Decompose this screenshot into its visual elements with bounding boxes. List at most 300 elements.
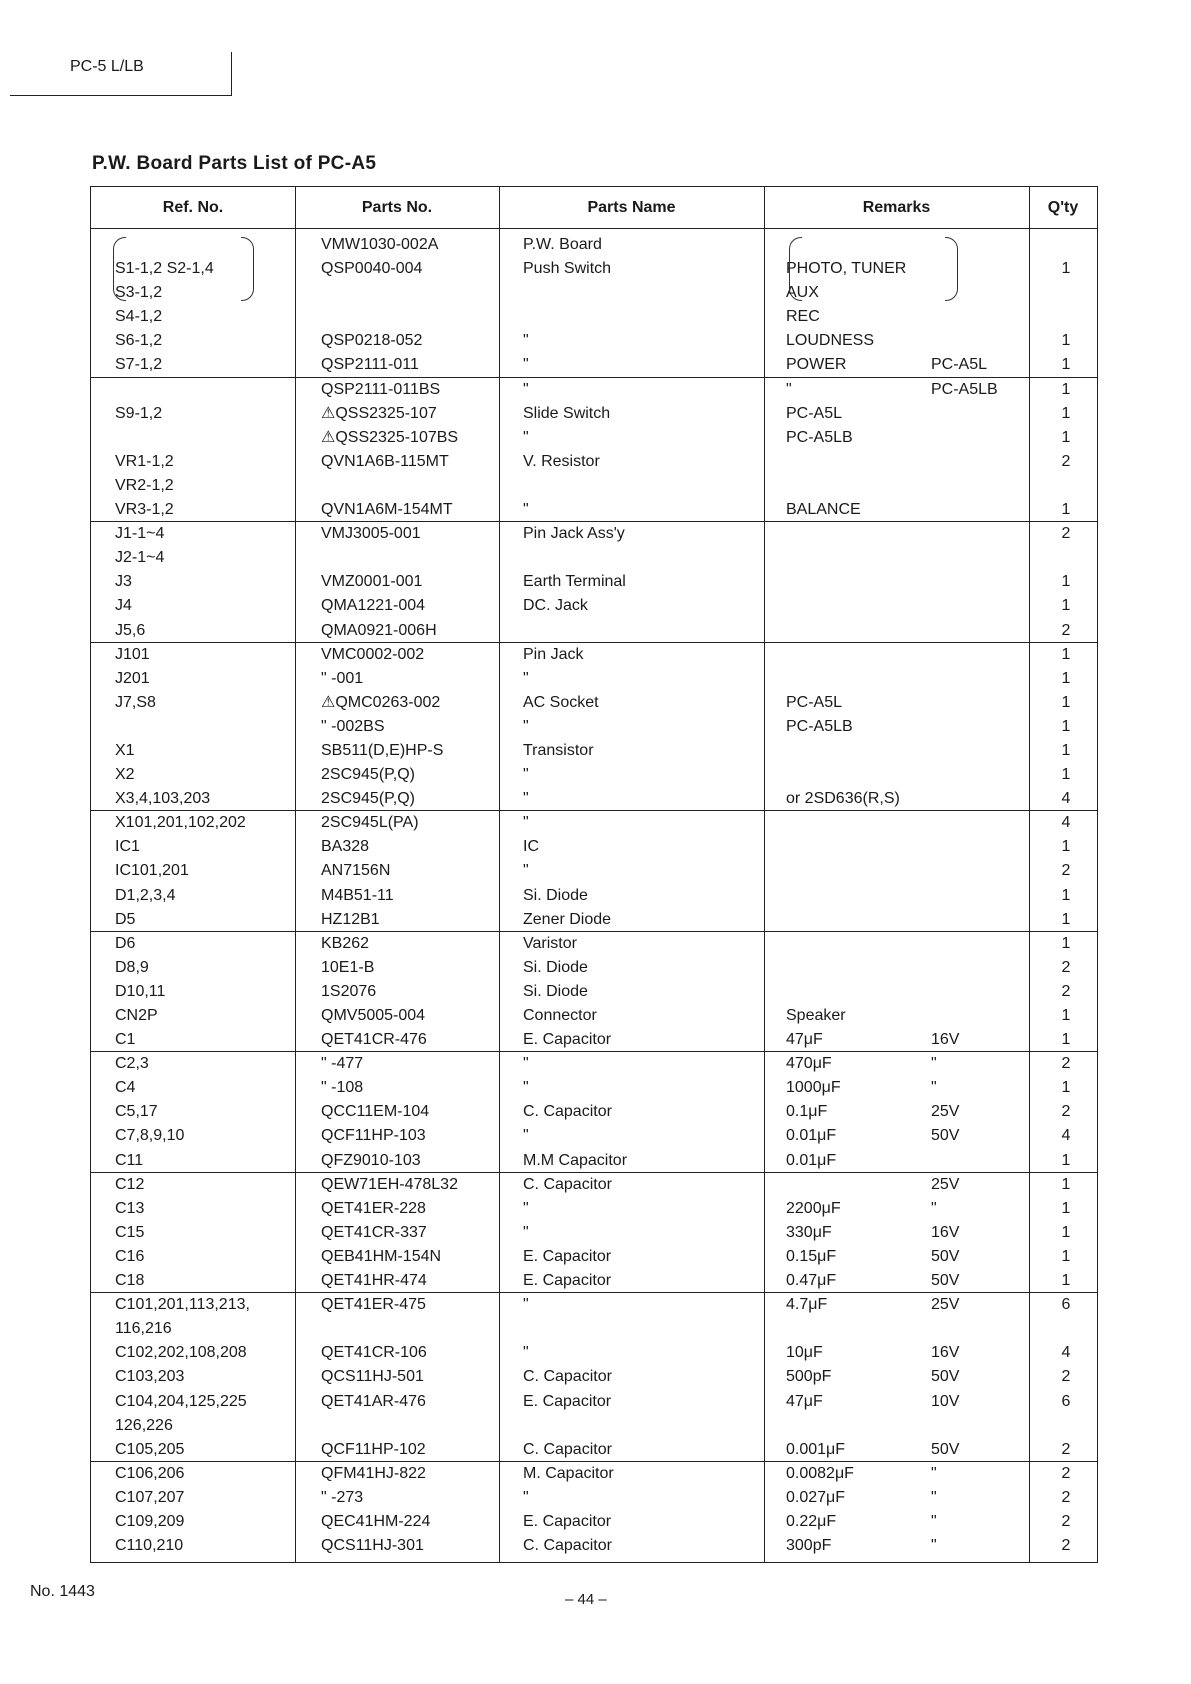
cell-ref-no: CN2P	[115, 1007, 158, 1024]
cell-ref-no: C15	[115, 1223, 145, 1241]
cell-qty: 2	[1061, 1488, 1071, 1506]
cell-parts-name: Pin Jack Ass'y	[523, 525, 625, 543]
table-row	[91, 570, 1097, 594]
cell-parts-name: "	[523, 814, 529, 832]
cell-remarks-extra: 25V	[931, 1103, 960, 1121]
cell-parts-name: M. Capacitor	[523, 1464, 614, 1482]
page-number: – 44 –	[565, 1591, 607, 1608]
cell-remarks-extra: 25V	[931, 1175, 960, 1193]
table-row	[91, 787, 1097, 811]
cell-remarks-extra: 16V	[931, 1344, 960, 1362]
cell-remarks: 0.0082μF	[786, 1464, 854, 1482]
cell-parts-no: " -108	[321, 1079, 364, 1097]
cell-parts-name: E. Capacitor	[523, 1247, 612, 1265]
cell-qty: 1	[1061, 1007, 1071, 1024]
table-body	[91, 233, 1097, 1558]
cell-parts-no: QET41AR-476	[321, 1392, 426, 1410]
cell-parts-name: "	[523, 669, 529, 687]
cell-parts-no: QET41CR-476	[321, 1031, 427, 1049]
cell-remarks: 0.22μF	[786, 1512, 837, 1530]
cell-remarks: POWER	[786, 356, 847, 374]
cell-parts-name: "	[523, 1199, 529, 1217]
cell-qty: 1	[1061, 1151, 1071, 1169]
cell-qty: 1	[1061, 501, 1071, 519]
table-row	[91, 691, 1097, 715]
table-row	[91, 1004, 1097, 1028]
cell-remarks-extra: 50V	[931, 1272, 960, 1290]
table-row	[91, 835, 1097, 859]
cell-parts-name: "	[523, 1127, 529, 1145]
cell-ref-no: IC101,201	[115, 862, 189, 880]
table-row	[91, 1414, 1097, 1438]
cell-parts-name: E. Capacitor	[523, 1031, 612, 1049]
table-row	[91, 353, 1097, 377]
cell-parts-no: QSP2111-011BS	[321, 380, 441, 398]
table-row	[91, 498, 1097, 522]
table-row	[91, 1486, 1097, 1510]
cell-ref-no: J201	[115, 669, 150, 687]
cell-remarks-extra: "	[931, 1488, 937, 1506]
table-row	[91, 1149, 1097, 1173]
cell-parts-no: VMZ0001-001	[321, 573, 423, 591]
cell-qty: 2	[1061, 1537, 1071, 1555]
cell-parts-no: QMV5005-004	[321, 1007, 426, 1024]
table-row	[91, 1390, 1097, 1414]
cell-remarks-extra: "	[931, 1512, 937, 1530]
cell-parts-name: "	[523, 1344, 529, 1362]
cell-ref-no: C16	[115, 1247, 145, 1265]
cell-qty: 1	[1061, 1272, 1071, 1290]
cell-qty: 1	[1061, 1031, 1071, 1049]
cell-ref-no: S6-1,2	[115, 332, 163, 350]
cell-remarks: 0.1μF	[786, 1103, 828, 1121]
row-group-separator	[91, 1461, 1097, 1462]
cell-remarks-extra: "	[931, 1537, 937, 1555]
table-row	[91, 522, 1097, 546]
cell-ref-no: D6	[115, 934, 136, 952]
cell-remarks: AUX	[786, 284, 819, 302]
table-row	[91, 1052, 1097, 1076]
parts-table	[90, 186, 1098, 1563]
cell-remarks: 10μF	[786, 1344, 823, 1362]
cell-parts-no: 2SC945(P,Q)	[321, 790, 415, 808]
cell-ref-no: D8,9	[115, 958, 149, 976]
table-row	[91, 1293, 1097, 1317]
cell-qty: 1	[1061, 717, 1071, 735]
cell-remarks: REC	[786, 308, 820, 326]
cell-remarks-extra: 10V	[931, 1392, 960, 1410]
cell-parts-no: QET41ER-228	[321, 1199, 426, 1217]
cell-qty: 1	[1061, 404, 1071, 422]
cell-qty: 1	[1061, 1223, 1071, 1241]
cell-ref-no: S3-1,2	[115, 284, 163, 302]
cell-parts-no: QCS11HJ-501	[321, 1368, 424, 1386]
table-row	[91, 763, 1097, 787]
cell-ref-no: 126,226	[115, 1416, 173, 1434]
cell-ref-no: C18	[115, 1272, 145, 1290]
cell-ref-no: C106,206	[115, 1464, 185, 1482]
cell-remarks: PHOTO, TUNER	[786, 260, 907, 278]
cell-remarks: 2200μF	[786, 1199, 841, 1217]
cell-parts-name: M.M Capacitor	[523, 1151, 628, 1169]
cell-ref-no: J7,S8	[115, 693, 156, 711]
cell-remarks-extra: PC-A5L	[931, 356, 988, 374]
cell-parts-no: QET41CR-337	[321, 1223, 427, 1241]
cell-parts-name: "	[523, 1488, 529, 1506]
table-row	[91, 378, 1097, 402]
cell-remarks: 47μF	[786, 1031, 823, 1049]
table-row	[91, 1124, 1097, 1148]
cell-parts-name: E. Capacitor	[523, 1512, 612, 1530]
row-group-separator	[91, 1172, 1097, 1173]
cell-parts-no: QMA1221-004	[321, 597, 426, 615]
cell-parts-no: KB262	[321, 934, 370, 952]
cell-remarks: PC-A5L	[786, 693, 843, 711]
cell-parts-name: "	[523, 501, 529, 519]
ref-bracket-right	[241, 237, 254, 301]
cell-parts-no: " -002BS	[321, 717, 385, 735]
model-label: PC-5 L/LB	[70, 58, 144, 75]
table-row	[91, 908, 1097, 932]
cell-parts-no: 10E1-B	[321, 958, 375, 976]
cell-qty: 1	[1061, 693, 1071, 711]
cell-qty: 2	[1061, 1464, 1071, 1482]
table-row	[91, 1317, 1097, 1341]
table-row	[91, 811, 1097, 835]
cell-remarks: 1000μF	[786, 1079, 841, 1097]
cell-parts-name: Si. Diode	[523, 886, 588, 904]
cell-parts-no: QCF11HP-103	[321, 1127, 426, 1145]
cell-ref-no: C110,210	[115, 1537, 184, 1555]
cell-ref-no: C4	[115, 1079, 136, 1097]
cell-remarks: 0.027μF	[786, 1488, 846, 1506]
cell-remarks: 330μF	[786, 1223, 832, 1241]
cell-remarks-extra: "	[931, 1055, 937, 1073]
cell-qty: 2	[1061, 525, 1071, 543]
row-group-separator	[91, 931, 1097, 932]
cell-qty: 1	[1061, 645, 1071, 663]
cell-ref-no: C103,203	[115, 1368, 185, 1386]
cell-parts-name: Zener Diode	[523, 910, 612, 928]
cell-parts-name: V. Resistor	[523, 452, 600, 470]
row-group-separator	[91, 642, 1097, 643]
cell-parts-no: BA328	[321, 838, 370, 856]
table-row	[91, 739, 1097, 763]
cell-ref-no: J1-1~4	[115, 525, 165, 543]
cell-parts-no: QCC11EM-104	[321, 1103, 430, 1121]
cell-remarks: "	[786, 380, 792, 398]
cell-qty: 1	[1061, 766, 1071, 784]
table-row	[91, 594, 1097, 618]
cell-qty: 4	[1061, 1127, 1071, 1145]
cell-parts-no: QET41HR-474	[321, 1272, 427, 1290]
cell-remarks-extra: "	[931, 1199, 937, 1217]
table-row	[91, 1269, 1097, 1293]
cell-parts-no: ⚠QSS2325-107	[321, 404, 437, 422]
table-row	[91, 980, 1097, 1004]
cell-remarks-extra: 16V	[931, 1223, 960, 1241]
cell-parts-name: "	[523, 1055, 529, 1073]
cell-qty: 2	[1061, 982, 1071, 1000]
cell-remarks: 47μF	[786, 1392, 823, 1410]
cell-ref-no: C12	[115, 1175, 145, 1193]
cell-remarks-extra: 50V	[931, 1247, 960, 1265]
table-row	[91, 450, 1097, 474]
cell-remarks: PC-A5LB	[786, 428, 853, 446]
cell-qty: 2	[1061, 1103, 1071, 1121]
cell-qty: 2	[1061, 1440, 1071, 1458]
cell-qty: 6	[1061, 1392, 1071, 1410]
cell-parts-no: QEW71EH-478L32	[321, 1175, 458, 1193]
cell-parts-no: QVN1A6B-115MT	[321, 452, 449, 470]
cell-ref-no: C105,205	[115, 1440, 185, 1458]
cell-remarks-extra: 25V	[931, 1296, 960, 1314]
table-row	[91, 667, 1097, 691]
cell-parts-no: SB511(D,E)HP-S	[321, 741, 444, 759]
cell-parts-name: C. Capacitor	[523, 1175, 612, 1193]
cell-parts-no: QMA0921-006H	[321, 621, 437, 639]
table-row	[91, 619, 1097, 643]
cell-ref-no: D5	[115, 910, 136, 928]
cell-ref-no: C107,207	[115, 1488, 185, 1506]
cell-qty: 2	[1061, 862, 1071, 880]
cell-ref-no: S9-1,2	[115, 404, 163, 422]
cell-remarks: 300pF	[786, 1537, 832, 1555]
cell-remarks: 500pF	[786, 1368, 832, 1386]
col-header-parts-no: Parts No.	[361, 199, 433, 216]
cell-parts-no: " -001	[321, 669, 364, 687]
cell-ref-no: C109,209	[115, 1512, 185, 1530]
cell-parts-name: "	[523, 1079, 529, 1097]
table-header	[91, 187, 1097, 229]
cell-qty: 1	[1061, 428, 1071, 446]
cell-parts-no: 2SC945(P,Q)	[321, 766, 415, 784]
cell-parts-name: "	[523, 766, 529, 784]
document-number: No. 1443	[30, 1583, 95, 1600]
cell-qty: 1	[1061, 260, 1071, 278]
table-row	[91, 1365, 1097, 1389]
cell-ref-no: X3,4,103,203	[115, 790, 211, 808]
cell-qty: 2	[1061, 958, 1071, 976]
cell-ref-no: C2,3	[115, 1055, 149, 1073]
cell-parts-no: " -273	[321, 1488, 364, 1506]
cell-qty: 2	[1061, 1512, 1071, 1530]
row-group-separator	[91, 810, 1097, 811]
table-row	[91, 956, 1097, 980]
table-row	[91, 474, 1097, 498]
cell-qty: 1	[1061, 573, 1071, 591]
cell-parts-name: Pin Jack	[523, 645, 584, 663]
remarks-bracket-right	[945, 237, 958, 301]
cell-ref-no: VR3-1,2	[115, 501, 174, 519]
table-row	[91, 859, 1097, 883]
cell-qty: 6	[1061, 1296, 1071, 1314]
cell-parts-name: AC Socket	[523, 693, 599, 711]
table-row	[91, 1245, 1097, 1269]
cell-qty: 4	[1061, 790, 1071, 808]
cell-qty: 1	[1061, 597, 1071, 615]
cell-ref-no: 116,216	[115, 1320, 172, 1338]
cell-qty: 4	[1061, 814, 1071, 832]
cell-ref-no: J2-1~4	[115, 549, 165, 567]
cell-parts-name: Connector	[523, 1007, 597, 1024]
cell-ref-no: J5,6	[115, 621, 146, 639]
table-row	[91, 932, 1097, 956]
cell-ref-no: C104,204,125,225	[115, 1392, 247, 1410]
cell-qty: 1	[1061, 669, 1071, 687]
cell-ref-no: IC1	[115, 838, 140, 856]
col-header-parts-name: Parts Name	[587, 199, 676, 216]
cell-parts-no: VMC0002-002	[321, 645, 425, 663]
cell-parts-name: C. Capacitor	[523, 1537, 612, 1555]
table-row	[91, 1221, 1097, 1245]
table-row	[91, 1462, 1097, 1486]
cell-qty: 1	[1061, 934, 1071, 952]
cell-remarks-extra: 16V	[931, 1031, 960, 1049]
cell-parts-no: ⚠QMC0263-002	[321, 693, 441, 711]
cell-parts-name: C. Capacitor	[523, 1440, 612, 1458]
header-rule-horizontal	[10, 95, 232, 96]
cell-parts-name: "	[523, 717, 529, 735]
cell-remarks: BALANCE	[786, 501, 861, 519]
cell-parts-name: Transistor	[523, 741, 594, 759]
cell-parts-no: QSP2111-011	[321, 356, 419, 374]
cell-parts-no: VMW1030-002A	[321, 236, 439, 253]
cell-qty: 1	[1061, 380, 1071, 398]
cell-qty: 1	[1061, 1175, 1071, 1193]
cell-ref-no: C7,8,9,10	[115, 1127, 185, 1145]
cell-remarks-extra: "	[931, 1079, 937, 1097]
cell-parts-no: " -477	[321, 1055, 364, 1073]
header-rule-vertical	[231, 52, 232, 96]
table-row	[91, 546, 1097, 570]
table-row	[91, 305, 1097, 329]
cell-parts-name: Si. Diode	[523, 958, 588, 976]
cell-ref-no: X1	[115, 741, 135, 759]
cell-parts-name: E. Capacitor	[523, 1272, 612, 1290]
cell-qty: 1	[1061, 1199, 1071, 1217]
table-row	[91, 1197, 1097, 1221]
cell-ref-no: J4	[115, 597, 132, 615]
cell-parts-name: "	[523, 380, 529, 398]
cell-ref-no: C13	[115, 1199, 145, 1217]
cell-qty: 2	[1061, 621, 1071, 639]
cell-parts-no: QCF11HP-102	[321, 1440, 426, 1458]
cell-parts-no: HZ12B1	[321, 910, 380, 928]
cell-remarks: 0.01μF	[786, 1151, 837, 1169]
cell-ref-no: X101,201,102,202	[115, 814, 246, 832]
cell-ref-no: S7-1,2	[115, 356, 163, 374]
cell-ref-no: X2	[115, 766, 135, 784]
table-row	[91, 1173, 1097, 1197]
cell-qty: 1	[1061, 741, 1071, 759]
table-row	[91, 1076, 1097, 1100]
cell-qty: 1	[1061, 1247, 1071, 1265]
cell-parts-no: M4B51-11	[321, 886, 394, 904]
col-header-remarks: Remarks	[862, 199, 931, 216]
cell-remarks: PC-A5L	[786, 404, 843, 422]
table-row	[91, 1341, 1097, 1365]
cell-ref-no: S1-1,2 S2-1,4	[115, 260, 214, 278]
cell-parts-no: QVN1A6M-154MT	[321, 501, 453, 519]
cell-parts-name: "	[523, 1223, 529, 1241]
cell-remarks-extra: 50V	[931, 1440, 960, 1458]
table-row	[91, 884, 1097, 908]
cell-remarks: Speaker	[786, 1007, 846, 1024]
cell-parts-name: C. Capacitor	[523, 1368, 612, 1386]
cell-remarks: 4.7μF	[786, 1296, 828, 1314]
cell-ref-no: C1	[115, 1031, 136, 1049]
cell-remarks: PC-A5LB	[786, 717, 853, 735]
col-header-qty: Q'ty	[1047, 199, 1079, 216]
cell-parts-name: "	[523, 862, 529, 880]
cell-parts-name: "	[523, 332, 529, 350]
table-row	[91, 715, 1097, 739]
cell-qty: 1	[1061, 886, 1071, 904]
col-header-ref: Ref. No.	[162, 199, 224, 216]
table-row	[91, 329, 1097, 353]
cell-parts-name: "	[523, 356, 529, 374]
table-row	[91, 1100, 1097, 1124]
cell-qty: 1	[1061, 356, 1071, 374]
cell-parts-name: "	[523, 790, 529, 808]
table-row	[91, 1028, 1097, 1052]
cell-parts-no: 1S2076	[321, 982, 377, 1000]
cell-remarks: 0.47μF	[786, 1272, 837, 1290]
cell-parts-no: QEC41HM-224	[321, 1512, 431, 1530]
cell-parts-no: QSP0040-004	[321, 260, 423, 278]
cell-ref-no: VR1-1,2	[115, 452, 174, 470]
cell-qty: 2	[1061, 1055, 1071, 1073]
cell-qty: 1	[1061, 332, 1071, 350]
cell-parts-name: "	[523, 1296, 529, 1314]
cell-parts-name: P.W. Board	[523, 236, 602, 253]
ref-bracket-left	[113, 237, 126, 301]
row-group-separator	[91, 377, 1097, 378]
cell-parts-no: 2SC945L(PA)	[321, 814, 419, 832]
cell-remarks-extra: 50V	[931, 1368, 960, 1386]
cell-parts-name: Si. Diode	[523, 982, 588, 1000]
cell-remarks-extra: "	[931, 1464, 937, 1482]
cell-parts-name: IC	[523, 838, 539, 856]
cell-ref-no: J3	[115, 573, 132, 591]
table-row	[91, 1438, 1097, 1462]
cell-parts-no: QEB41HM-154N	[321, 1247, 442, 1265]
cell-qty: 1	[1061, 1079, 1071, 1097]
cell-remarks: 0.001μF	[786, 1440, 846, 1458]
cell-ref-no: J101	[115, 645, 150, 663]
remarks-bracket-left	[789, 237, 802, 301]
cell-parts-no: QCS11HJ-301	[321, 1537, 424, 1555]
cell-parts-no: ⚠QSS2325-107BS	[321, 428, 459, 446]
cell-qty: 2	[1061, 1368, 1071, 1386]
row-group-separator	[91, 1292, 1097, 1293]
cell-ref-no: C5,17	[115, 1103, 158, 1121]
cell-remarks: LOUDNESS	[786, 332, 875, 350]
cell-qty: 1	[1061, 910, 1071, 928]
cell-parts-name: Slide Switch	[523, 404, 611, 422]
cell-remarks-extra: PC-A5LB	[931, 380, 998, 398]
row-group-separator	[91, 521, 1097, 522]
cell-ref-no: C101,201,113,213,	[115, 1296, 250, 1314]
cell-remarks: 0.15μF	[786, 1247, 837, 1265]
cell-parts-no: QET41ER-475	[321, 1296, 426, 1314]
table-row	[91, 1510, 1097, 1534]
cell-ref-no: C11	[115, 1151, 144, 1169]
cell-remarks: 0.01μF	[786, 1127, 837, 1145]
cell-parts-no: QSP0218-052	[321, 332, 423, 350]
cell-ref-no: C102,202,108,208	[115, 1344, 247, 1362]
